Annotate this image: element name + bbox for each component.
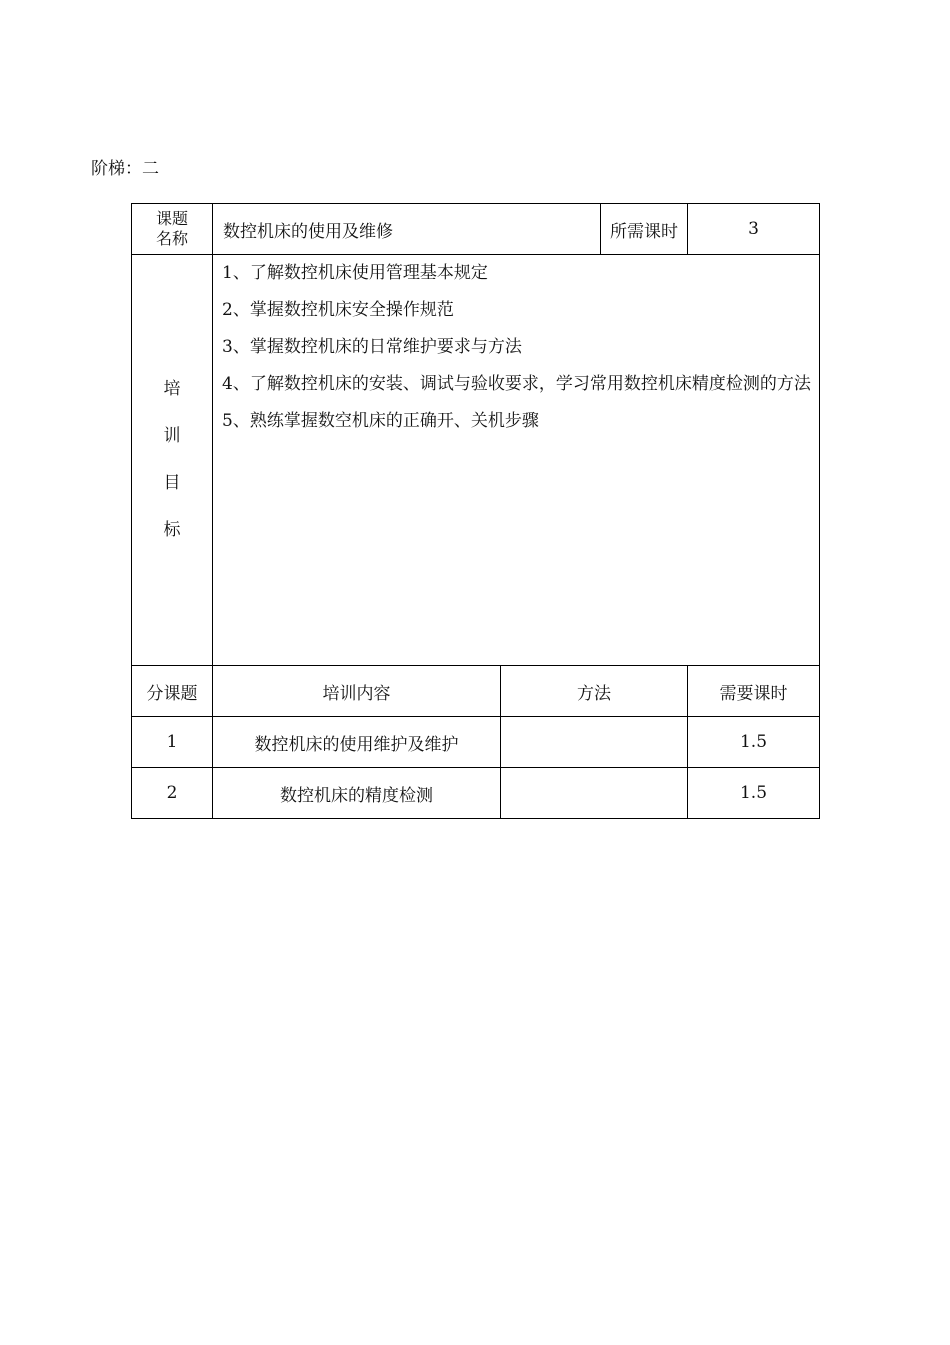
course-name-label-cell xyxy=(132,204,213,255)
goal-item: 1、了解数控机床使用管理基本规定 xyxy=(222,263,488,283)
subtopic-hours: 1.5 xyxy=(688,768,820,819)
goals-label-char: 培 xyxy=(163,379,181,399)
course-name-label-line2: 名称 xyxy=(155,229,188,248)
subtopic-header-row xyxy=(132,666,820,717)
subtopic-hours: 1.5 xyxy=(688,717,820,768)
table-row xyxy=(132,717,820,768)
subtopic-method-header: 方法 xyxy=(501,666,688,717)
required-hours-value: 3 xyxy=(688,204,820,255)
goals-list xyxy=(222,255,811,440)
subtopic-index: 1 xyxy=(132,717,213,768)
subtopic-index-header: 分课题 xyxy=(132,666,213,717)
table-row xyxy=(132,768,820,819)
goal-item: 5、熟练掌握数空机床的正确开、关机步骤 xyxy=(222,411,539,431)
subtopic-hours-header: 需要课时 xyxy=(688,666,820,717)
subtopic-index: 2 xyxy=(132,768,213,819)
goal-item: 3、掌握数控机床的日常维护要求与方法 xyxy=(222,337,522,357)
subtopic-method xyxy=(501,768,688,819)
course-header-row xyxy=(132,204,820,255)
course-name-value: 数控机床的使用及维修 xyxy=(213,204,601,255)
goals-content xyxy=(213,255,820,666)
training-plan-table xyxy=(131,203,820,819)
required-hours-label: 所需课时 xyxy=(601,204,688,255)
subtopic-content-header: 培训内容 xyxy=(213,666,501,717)
goal-item: 4、了解数控机床的安装、调试与验收要求，学习常用数控机床精度检测的方法 xyxy=(222,374,811,394)
subtopic-content: 数控机床的精度检测 xyxy=(213,768,501,819)
subtopic-method xyxy=(501,717,688,768)
goal-item: 2、掌握数控机床安全操作规范 xyxy=(222,300,454,320)
step-label: 阶梯：二 xyxy=(91,159,159,179)
course-name-label-line1: 课题 xyxy=(155,209,188,228)
goals-label xyxy=(132,255,213,666)
goals-row xyxy=(132,255,820,666)
goals-label-char: 标 xyxy=(163,520,181,540)
subtopic-content: 数控机床的使用维护及维护 xyxy=(213,717,501,768)
goals-label-char: 训 xyxy=(163,426,181,446)
goals-label-char: 目 xyxy=(163,473,181,493)
